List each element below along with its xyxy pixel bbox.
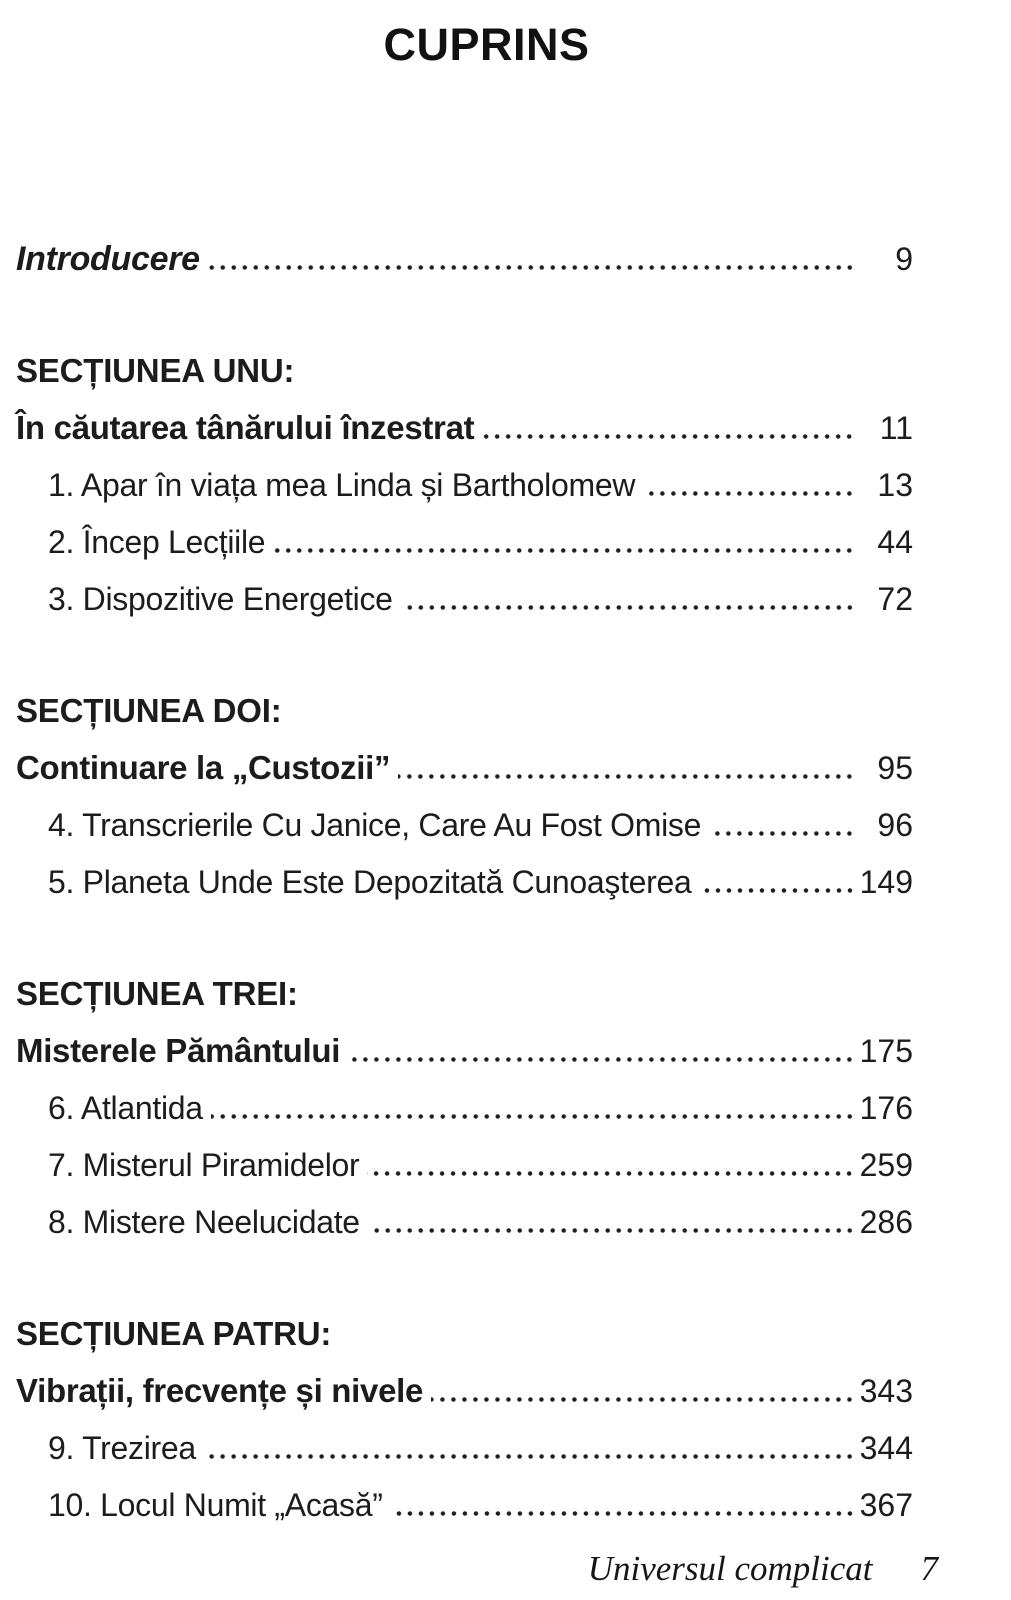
page-number: 72 <box>877 581 913 617</box>
entry-label: 3. Dispozitive Energetice <box>48 581 393 617</box>
footer-page-number: 7 <box>920 1549 938 1588</box>
section-heading: SECȚIUNEA PATRU: <box>16 1315 332 1352</box>
page-number: 344 <box>859 1430 913 1466</box>
section-title-row <box>16 739 913 797</box>
page-number: 286 <box>859 1204 913 1240</box>
dot-leader <box>401 605 855 610</box>
footer-book-title: Universul complicat <box>587 1549 873 1588</box>
page-number: 13 <box>877 467 913 503</box>
toc-entry-row <box>16 1194 913 1251</box>
toc-intro-row <box>16 231 913 288</box>
dot-leader <box>482 434 855 439</box>
entry-label: 8. Mistere Neelucidate <box>48 1204 360 1240</box>
page-number: 149 <box>859 864 913 900</box>
page-number: 9 <box>895 241 913 277</box>
section-heading: SECȚIUNEA TREI: <box>16 975 298 1012</box>
toc-entry-row <box>16 571 913 628</box>
section-title-label: Misterele Pământului <box>16 1032 341 1069</box>
entry-label: 5. Planeta Unde Este Depozitată Cunoaşterea <box>48 864 692 900</box>
dot-leader <box>367 1171 855 1176</box>
toc-entry-row <box>16 1477 913 1534</box>
dot-leader <box>398 774 855 779</box>
entry-label: 10. Locul Numit „Acasă” <box>48 1487 383 1523</box>
section-title-row <box>16 1362 913 1420</box>
page-number: 96 <box>877 807 913 843</box>
toc-entry-row <box>16 514 913 571</box>
entry-label: 9. Trezirea <box>48 1430 196 1466</box>
dot-leader <box>709 831 855 836</box>
section-heading: SECȚIUNEA UNU: <box>16 352 295 389</box>
entry-label: 7. Misterul Piramidelor <box>48 1147 360 1183</box>
section-heading-row <box>16 682 913 739</box>
page-number: 175 <box>859 1033 913 1069</box>
section-heading-row <box>16 342 913 399</box>
dot-leader <box>348 1057 855 1062</box>
toc-section <box>16 965 913 1251</box>
page-number: 176 <box>859 1090 913 1126</box>
dot-leader <box>700 888 855 893</box>
dot-leader <box>204 1454 855 1459</box>
toc-entry-row <box>16 797 913 854</box>
section-heading-row <box>16 1305 913 1362</box>
toc-entry-row <box>16 457 913 514</box>
page-number: 95 <box>877 750 913 786</box>
dot-leader <box>391 1511 855 1516</box>
section-title-label: Vibrații, frecvențe și nivele <box>16 1372 424 1409</box>
page-number: 11 <box>879 410 913 446</box>
toc-entry-row <box>16 1080 913 1137</box>
dot-leader <box>208 265 855 270</box>
section-title-label: În căutarea tânărului înzestrat <box>16 409 475 446</box>
toc-section <box>16 342 913 628</box>
section-title-row <box>16 399 913 457</box>
page-number: 44 <box>877 524 913 560</box>
entry-label: 2. Încep Lecțiile <box>48 524 266 560</box>
section-heading-row <box>16 965 913 1022</box>
entry-label: 4. Transcrierile Cu Janice, Care Au Fost Omise <box>48 807 702 843</box>
dot-leader <box>273 548 855 553</box>
page-number: 367 <box>859 1487 913 1523</box>
dot-leader <box>211 1114 855 1119</box>
toc-entry-row <box>16 854 913 911</box>
page-number: 259 <box>859 1147 913 1183</box>
entry-label: 1. Apar în viața mea Linda și Bartholomew <box>48 467 636 503</box>
toc-sections <box>16 342 913 1534</box>
section-title-row <box>16 1022 913 1080</box>
page-title: CUPRINS <box>383 19 590 70</box>
toc-entry-row <box>16 1137 913 1194</box>
page-footer <box>588 1548 938 1590</box>
section-title-label: Continuare la „Custozii” <box>16 749 391 786</box>
dot-leader <box>368 1228 855 1233</box>
dot-leader <box>431 1397 855 1402</box>
page-number: 343 <box>859 1373 913 1409</box>
toc-entry-row <box>16 1420 913 1477</box>
toc-section <box>16 682 913 911</box>
entry-label: 6. Atlantida <box>48 1090 203 1126</box>
section-heading: SECȚIUNEA DOI: <box>16 692 282 729</box>
dot-leader <box>643 491 855 496</box>
toc-section <box>16 1305 913 1534</box>
intro-label: Introducere <box>16 240 200 278</box>
